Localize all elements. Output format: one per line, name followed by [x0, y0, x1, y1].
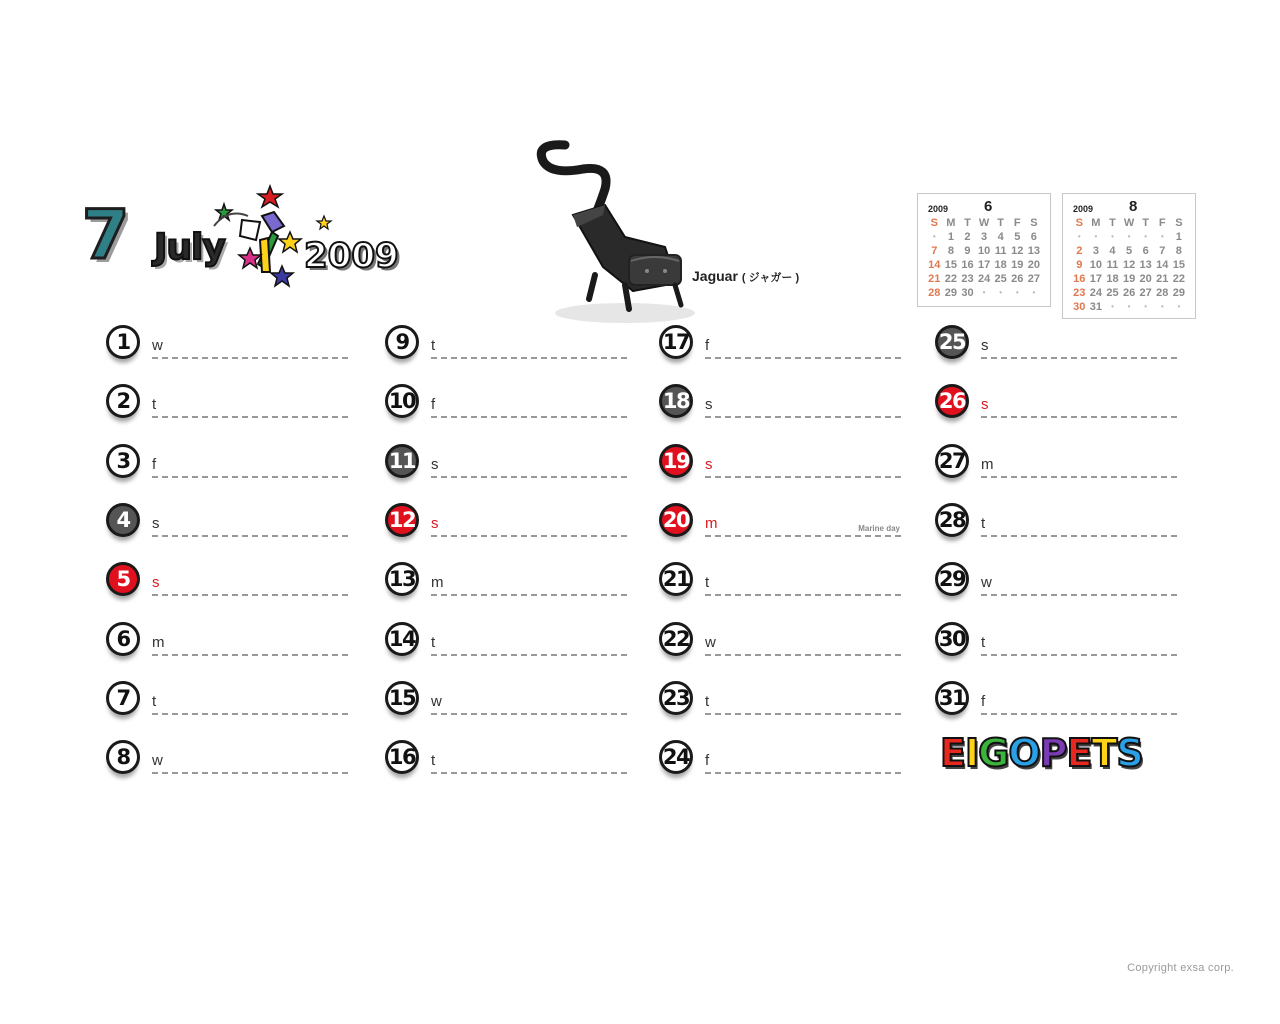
- weekday-letter: f: [431, 396, 436, 413]
- day-entry[interactable]: [106, 325, 351, 369]
- mini-calendar-day: 18: [1106, 273, 1119, 285]
- month-number: 7: [82, 196, 130, 275]
- weekday-letter: m: [981, 456, 994, 473]
- mini-calendar-week: [926, 244, 1046, 258]
- day-number: 26: [938, 389, 966, 413]
- mini-calendar-june: [917, 193, 1051, 307]
- day-number: 18: [662, 389, 690, 413]
- mini-calendar-day: •: [1127, 232, 1131, 241]
- note-line[interactable]: [431, 416, 627, 418]
- weekday-letter: t: [431, 337, 436, 354]
- year-label: 2009: [304, 236, 399, 276]
- mini-calendar-day: •: [1160, 302, 1164, 311]
- mini-calendar-day: 12: [1011, 245, 1024, 257]
- mini-calendar-day: •: [982, 288, 986, 297]
- mini-calendar-weekday: M: [946, 217, 956, 229]
- note-line[interactable]: [705, 357, 901, 359]
- weekday-letter: t: [152, 693, 157, 710]
- logo-letter: O: [1008, 731, 1041, 775]
- mini-calendar-grid: [926, 216, 1046, 300]
- mini-calendar-day: 11: [994, 245, 1007, 257]
- mini-calendar-day: 30: [1073, 301, 1086, 313]
- mini-calendar-day: •: [1177, 302, 1181, 311]
- mini-calendar-day: 4: [997, 231, 1004, 243]
- weekday-letter: w: [705, 634, 716, 651]
- mini-calendar-day: 22: [944, 273, 958, 285]
- mini-calendar-day: 23: [1073, 287, 1086, 299]
- mini-calendar-day: 9: [1076, 259, 1083, 271]
- day-number-badge: [935, 562, 969, 596]
- note-line[interactable]: [981, 713, 1177, 715]
- logo-letter: E: [1066, 731, 1093, 775]
- mini-calendar-grid: [1071, 216, 1191, 314]
- mini-calendar-day: 3: [981, 231, 988, 243]
- logo-letter: P: [1039, 731, 1068, 775]
- day-number-badge: [385, 740, 419, 774]
- weekday-letter: s: [705, 456, 713, 473]
- weekday-letter: t: [431, 752, 436, 769]
- mini-calendar-day: 10: [977, 245, 991, 257]
- note-line[interactable]: [981, 535, 1177, 537]
- mini-calendar-week: [926, 230, 1046, 244]
- note-line[interactable]: [981, 594, 1177, 596]
- day-entry[interactable]: [659, 503, 904, 547]
- day-entry[interactable]: [385, 622, 630, 666]
- mini-calendar-day: 20: [1139, 273, 1152, 285]
- mini-calendar-day: 17: [1089, 273, 1103, 285]
- mini-calendar-weekday: W: [1123, 217, 1135, 229]
- mini-calendar-week: [1071, 300, 1191, 314]
- day-number: 20: [662, 508, 690, 532]
- day-number-badge: [659, 325, 693, 359]
- mini-calendar-weekday: S: [1030, 217, 1038, 229]
- note-line[interactable]: [152, 594, 348, 596]
- day-entry[interactable]: [385, 681, 630, 725]
- day-number: 29: [938, 567, 966, 591]
- mini-calendar-day: 21: [1156, 273, 1169, 285]
- mini-calendar-year: 2009: [928, 204, 949, 214]
- mini-calendar-day: 15: [1172, 259, 1185, 271]
- note-line[interactable]: [431, 654, 627, 656]
- logo-letter: T: [1091, 731, 1118, 775]
- day-number: 24: [662, 745, 690, 769]
- day-number: 9: [395, 330, 409, 354]
- mini-calendar-day: 30: [961, 287, 974, 299]
- mini-calendar-day: 19: [1011, 259, 1024, 271]
- day-number-badge: [659, 681, 693, 715]
- mini-calendar-month: 8: [1129, 198, 1138, 215]
- day-number-badge: [106, 503, 140, 537]
- weekday-letter: t: [981, 515, 986, 532]
- mini-calendar-day: 14: [1156, 259, 1169, 271]
- mini-calendar-week: [1071, 272, 1191, 286]
- mini-calendar-day: 22: [1172, 273, 1185, 285]
- weekday-letter: w: [152, 752, 163, 769]
- note-line[interactable]: [152, 713, 348, 715]
- jaguar-illustration: [525, 135, 705, 335]
- note-line[interactable]: [431, 713, 627, 715]
- day-number-badge: [385, 325, 419, 359]
- mini-calendar-month: 6: [984, 198, 993, 215]
- note-line[interactable]: [705, 654, 901, 656]
- weekday-letter: s: [981, 396, 989, 413]
- day-entry[interactable]: [385, 740, 630, 784]
- day-entry[interactable]: [106, 740, 351, 784]
- logo-letter: E: [940, 731, 966, 775]
- weekday-letter: f: [152, 456, 157, 473]
- mini-calendar-day: 19: [1122, 273, 1136, 285]
- mini-calendar-weekday: T: [964, 217, 971, 229]
- day-entry[interactable]: [659, 384, 904, 428]
- day-entry[interactable]: [385, 503, 630, 547]
- mini-calendar-weekday: F: [1158, 217, 1166, 229]
- mini-calendar-day: 9: [964, 245, 971, 257]
- day-number-badge: [659, 562, 693, 596]
- mini-calendar-weekday-row: [926, 216, 1046, 230]
- weekday-letter: w: [152, 337, 163, 354]
- mini-calendar-day: 20: [1027, 259, 1040, 271]
- day-number: 2: [116, 389, 130, 413]
- mini-calendar-day: •: [932, 232, 936, 241]
- mini-calendar-weekday: F: [1013, 217, 1021, 229]
- mini-calendar-week: [1071, 244, 1191, 258]
- day-number: 12: [388, 508, 416, 532]
- day-number: 16: [388, 745, 416, 769]
- note-line[interactable]: [981, 357, 1177, 359]
- day-number: 5: [116, 567, 130, 591]
- day-number-badge: [935, 622, 969, 656]
- note-line[interactable]: [431, 535, 627, 537]
- mini-calendar-day: •: [1127, 302, 1131, 311]
- day-number: 7: [116, 686, 130, 710]
- note-line[interactable]: [705, 594, 901, 596]
- weekday-letter: s: [981, 337, 989, 354]
- mini-calendar-day: •: [1032, 288, 1036, 297]
- day-number-badge: [935, 325, 969, 359]
- day-entry[interactable]: [935, 622, 1180, 666]
- note-line[interactable]: [152, 476, 348, 478]
- note-line[interactable]: [705, 535, 901, 537]
- day-number-badge: [385, 562, 419, 596]
- day-number: 15: [388, 686, 416, 710]
- mini-calendar-day: 25: [1106, 287, 1119, 299]
- day-number: 10: [388, 389, 416, 413]
- note-line[interactable]: [152, 535, 348, 537]
- mini-calendar-day: 28: [928, 287, 941, 299]
- weekday-letter: f: [705, 752, 710, 769]
- day-number: 4: [116, 508, 130, 532]
- day-number: 14: [388, 627, 416, 651]
- day-number-badge: [659, 444, 693, 478]
- month-name: July: [154, 227, 225, 268]
- pet-name: Jaguar: [692, 268, 738, 284]
- day-number: 21: [662, 567, 690, 591]
- mini-calendar-day: •: [1077, 232, 1081, 241]
- mini-calendar-day: 12: [1122, 259, 1136, 271]
- day-number-badge: [106, 622, 140, 656]
- day-entry[interactable]: [106, 681, 351, 725]
- mini-calendar-weekday: T: [997, 217, 1005, 229]
- day-entry[interactable]: [106, 503, 351, 547]
- day-entry[interactable]: [106, 384, 351, 428]
- logo-letter: S: [1116, 731, 1144, 775]
- day-entry[interactable]: [659, 681, 904, 725]
- weekday-letter: w: [981, 574, 992, 591]
- holiday-label: Marine day: [858, 524, 900, 533]
- day-number-badge: [659, 384, 693, 418]
- day-number: 30: [938, 627, 966, 651]
- note-line[interactable]: [981, 416, 1177, 418]
- pet-name-kana: ( ジャガー ): [741, 272, 800, 284]
- day-number: 17: [662, 330, 690, 354]
- mini-calendar-day: 14: [928, 259, 941, 271]
- note-line[interactable]: [981, 654, 1177, 656]
- mini-calendar-august: [1062, 193, 1196, 319]
- day-number: 22: [662, 627, 690, 651]
- mini-calendar-day: •: [1160, 232, 1164, 241]
- mini-calendar-day: 5: [1014, 231, 1021, 243]
- logo-letter: I: [964, 731, 980, 775]
- note-line[interactable]: [431, 476, 627, 478]
- mini-calendar-day: 2: [964, 231, 971, 243]
- day-entry[interactable]: [935, 384, 1180, 428]
- logo-letter: G: [978, 731, 1010, 775]
- weekday-letter: t: [705, 574, 710, 591]
- note-line[interactable]: [152, 416, 348, 418]
- mini-calendar-day: 17: [977, 259, 991, 271]
- mini-calendar-week: [1071, 286, 1191, 300]
- day-number: 8: [116, 745, 130, 769]
- day-number: 28: [938, 508, 966, 532]
- day-entry[interactable]: [385, 325, 630, 369]
- day-entry[interactable]: [935, 325, 1180, 369]
- mini-calendar-weekday: T: [1142, 217, 1150, 229]
- weekday-letter: t: [981, 634, 986, 651]
- note-line[interactable]: [152, 654, 348, 656]
- weekday-letter: s: [705, 396, 713, 413]
- weekday-letter: f: [705, 337, 710, 354]
- day-number-badge: [106, 325, 140, 359]
- mini-calendar-day: 28: [1156, 287, 1169, 299]
- copyright-notice: Copyright exsa corp.: [1127, 962, 1234, 974]
- mini-calendar-day: 26: [1011, 273, 1024, 285]
- weekday-letter: t: [431, 634, 436, 651]
- mini-calendar-day: 4: [1109, 245, 1116, 257]
- mini-calendar-year: 2009: [1073, 204, 1094, 214]
- day-number-badge: [106, 740, 140, 774]
- mini-calendar-day: 7: [931, 245, 938, 257]
- note-line[interactable]: [705, 416, 901, 418]
- note-line[interactable]: [705, 476, 901, 478]
- mini-calendar-day: •: [1144, 232, 1148, 241]
- mini-calendar-day: •: [1094, 232, 1098, 241]
- day-number: 13: [388, 567, 416, 591]
- mini-calendar-day: 8: [1175, 245, 1182, 257]
- day-number-badge: [659, 622, 693, 656]
- mini-calendar-day: 7: [1159, 245, 1166, 257]
- day-entry[interactable]: [385, 444, 630, 488]
- mini-calendar-day: 31: [1089, 301, 1103, 313]
- weekday-letter: f: [981, 693, 986, 710]
- weekday-letter: t: [705, 693, 710, 710]
- mini-calendar-day: 29: [944, 287, 958, 299]
- weekday-letter: m: [431, 574, 444, 591]
- day-number: 19: [662, 449, 690, 473]
- weekday-letter: s: [152, 574, 160, 591]
- day-entry[interactable]: [659, 740, 904, 784]
- mini-calendar-day: 21: [928, 273, 941, 285]
- day-entry[interactable]: [659, 562, 904, 606]
- note-line[interactable]: [152, 772, 348, 774]
- day-number: 6: [116, 627, 130, 651]
- note-line[interactable]: [981, 476, 1177, 478]
- day-number: 25: [938, 330, 966, 354]
- day-entry[interactable]: [106, 562, 351, 606]
- note-line[interactable]: [431, 594, 627, 596]
- day-number-badge: [385, 681, 419, 715]
- calendar-header: [82, 176, 422, 296]
- day-number: 31: [938, 686, 966, 710]
- weekday-letter: s: [431, 515, 439, 532]
- day-number-badge: [385, 622, 419, 656]
- mini-calendar-day: 27: [1027, 273, 1040, 285]
- mini-calendar-day: 24: [1089, 287, 1103, 299]
- mini-calendar-day: •: [1111, 302, 1114, 311]
- day-number-badge: [385, 384, 419, 418]
- mini-calendar-day: 16: [961, 259, 974, 271]
- day-number-badge: [106, 562, 140, 596]
- day-number: 3: [116, 449, 130, 473]
- mini-calendar-week: [1071, 230, 1191, 244]
- day-entry[interactable]: [935, 681, 1180, 725]
- mini-calendar-day: 27: [1139, 287, 1152, 299]
- mini-calendar-day: •: [1111, 232, 1114, 241]
- mini-calendar-weekday: W: [978, 217, 990, 229]
- day-entry[interactable]: [659, 444, 904, 488]
- day-number-badge: [935, 681, 969, 715]
- mini-calendar-day: •: [999, 288, 1003, 297]
- mini-calendar-day: 6: [1030, 231, 1037, 243]
- day-number-badge: [106, 384, 140, 418]
- mini-calendar-day: 25: [994, 273, 1007, 285]
- day-number: 1: [116, 330, 130, 354]
- mini-calendar-day: 5: [1126, 245, 1133, 257]
- day-entry[interactable]: [935, 503, 1180, 547]
- weekday-letter: s: [431, 456, 439, 473]
- note-line[interactable]: [152, 357, 348, 359]
- mini-calendar-day: 3: [1092, 245, 1099, 257]
- mini-calendar-day: 16: [1073, 273, 1086, 285]
- day-number-badge: [106, 681, 140, 715]
- mini-calendar-weekday: S: [1075, 217, 1083, 229]
- day-number: 27: [938, 449, 966, 473]
- weekday-letter: m: [705, 515, 718, 532]
- mini-calendar-day: 1: [947, 231, 954, 243]
- day-entry[interactable]: [935, 562, 1180, 606]
- weekday-letter: t: [152, 396, 157, 413]
- mini-calendar-weekday: S: [930, 217, 938, 229]
- day-number-badge: [935, 503, 969, 537]
- mini-calendar-day: 13: [1139, 259, 1152, 271]
- day-number: 11: [388, 449, 416, 473]
- weekday-letter: w: [431, 693, 442, 710]
- mini-calendar-weekday: T: [1109, 217, 1116, 229]
- day-entry[interactable]: [385, 384, 630, 428]
- mini-calendar-day: 2: [1076, 245, 1083, 257]
- mini-calendar-day: 8: [947, 245, 954, 257]
- mini-calendar-day: 15: [944, 259, 958, 271]
- day-entry[interactable]: [935, 444, 1180, 488]
- mini-calendar-day: •: [1015, 288, 1019, 297]
- mini-calendar-weekday: S: [1175, 217, 1183, 229]
- day-number-badge: [935, 384, 969, 418]
- mini-calendar-day: 1: [1175, 231, 1182, 243]
- day-number-badge: [659, 503, 693, 537]
- note-line[interactable]: [431, 772, 627, 774]
- mini-calendar-day: 29: [1172, 287, 1185, 299]
- mini-calendar-day: •: [1144, 302, 1148, 311]
- day-entry[interactable]: [385, 562, 630, 606]
- day-entry[interactable]: [106, 622, 351, 666]
- eigopets-logo: [940, 730, 1143, 776]
- note-line[interactable]: [431, 357, 627, 359]
- mini-calendar-day: 23: [961, 273, 974, 285]
- mini-calendar-week: [926, 272, 1046, 286]
- mini-calendar-weekday: M: [1091, 217, 1101, 229]
- weekday-letter: m: [152, 634, 165, 651]
- day-number-badge: [385, 444, 419, 478]
- day-entry[interactable]: [106, 444, 351, 488]
- weekday-letter: s: [152, 515, 160, 532]
- day-number-badge: [935, 444, 969, 478]
- mini-calendar-day: 13: [1027, 245, 1040, 257]
- day-number: 23: [662, 686, 690, 710]
- mini-calendar-week: [926, 286, 1046, 300]
- mini-calendar-day: 11: [1106, 259, 1119, 271]
- mini-calendar-day: 10: [1089, 259, 1103, 271]
- day-number-badge: [385, 503, 419, 537]
- day-entry[interactable]: [659, 622, 904, 666]
- mini-calendar-day: 26: [1122, 287, 1136, 299]
- mini-calendar-week: [1071, 258, 1191, 272]
- mini-calendar-day: 24: [977, 273, 991, 285]
- note-line[interactable]: [705, 772, 901, 774]
- day-number-badge: [106, 444, 140, 478]
- pet-name-label: [692, 268, 799, 285]
- day-entry[interactable]: [659, 325, 904, 369]
- mini-calendar-day: 18: [994, 259, 1007, 271]
- note-line[interactable]: [705, 713, 901, 715]
- day-number-badge: [659, 740, 693, 774]
- mini-calendar-weekday-row: [1071, 216, 1191, 230]
- mini-calendar-week: [926, 258, 1046, 272]
- mini-calendar-day: 6: [1142, 245, 1149, 257]
